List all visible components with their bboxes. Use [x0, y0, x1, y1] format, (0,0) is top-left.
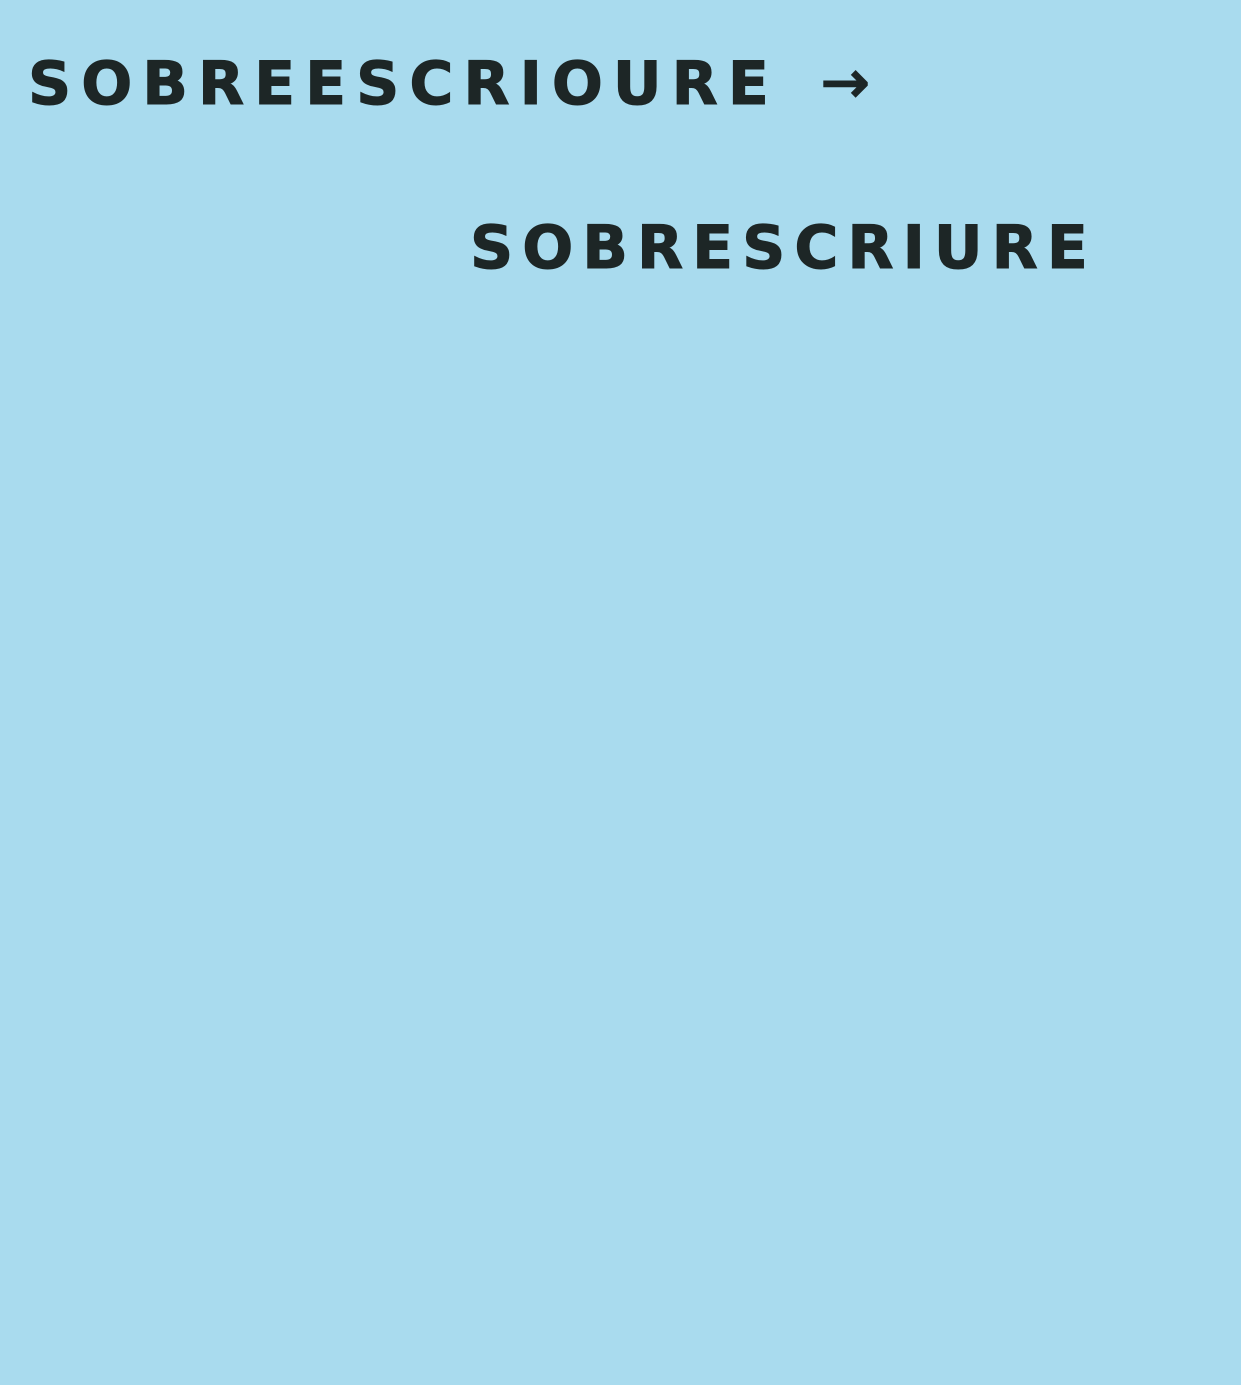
- corrected-word: SOBRESCRIURE: [470, 213, 1097, 283]
- original-word-line: [28, 48, 869, 120]
- arrow-right-icon: →: [820, 48, 870, 116]
- original-word: SOBREESCRIOURE: [28, 49, 779, 119]
- corrected-word-line: [470, 212, 1097, 284]
